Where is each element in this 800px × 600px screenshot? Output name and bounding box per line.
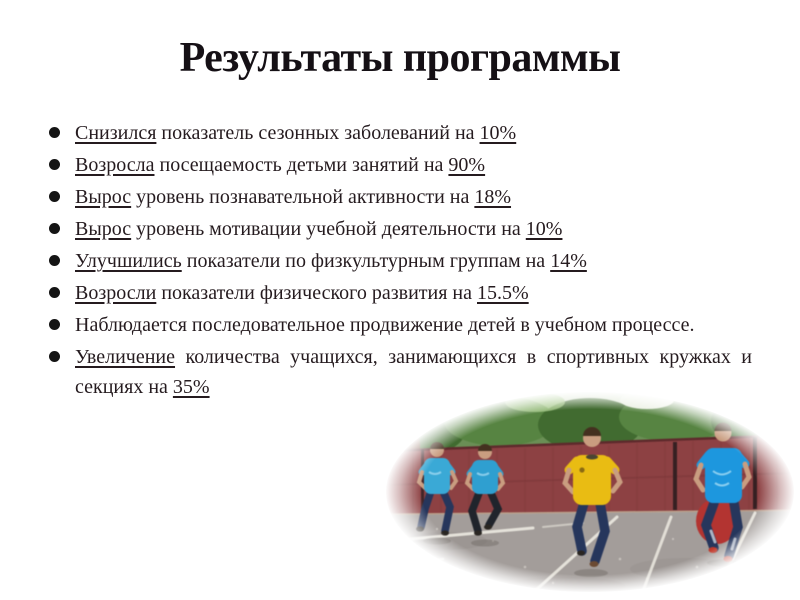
underlined-text: Вырос <box>75 186 132 208</box>
text-run: показатели физического развития на <box>156 282 477 304</box>
underlined-text: Улучшились <box>75 250 182 272</box>
text-run: показатель сезонных заболеваний на <box>156 122 480 144</box>
underlined-text: 10% <box>525 218 563 240</box>
underlined-text: 10% <box>479 122 517 144</box>
bullet-item <box>48 118 752 148</box>
oval-feather-edge <box>385 391 795 593</box>
underlined-text: Возросла <box>75 154 155 176</box>
underlined-text: 14% <box>550 250 587 272</box>
slide-title: Результаты программы <box>179 35 621 81</box>
text-run: уровень мотивации учебной деятельности на <box>131 218 526 240</box>
underlined-text: 35% <box>172 376 210 398</box>
bullet-item <box>48 214 752 244</box>
bullet-item <box>48 278 752 308</box>
underlined-text: Возросли <box>75 282 157 304</box>
children-running-photo <box>385 391 795 593</box>
text-run: посещаемость детьми занятий на <box>154 154 449 176</box>
results-list <box>48 118 752 404</box>
underlined-text: 15.5% <box>477 282 529 304</box>
underlined-text: Увеличение <box>75 346 176 368</box>
underlined-text: 18% <box>474 186 512 208</box>
text-run: показатели по физкультурным группам на <box>181 250 551 272</box>
underlined-text: Снизился <box>75 122 157 144</box>
text-run: Наблюдается последовательное продвижение детей в учебном процессе. <box>75 314 695 336</box>
bullet-item <box>48 182 752 212</box>
bullet-item <box>48 150 752 180</box>
text-run: уровень познавательной активности на <box>131 186 475 208</box>
bullet-item <box>48 246 752 276</box>
text-run: количества учащихся, занимающихся в спортивных кружках и секциях на <box>75 346 752 398</box>
underlined-text: 90% <box>448 154 486 176</box>
underlined-text: Вырос <box>75 218 132 240</box>
running-photo-svg <box>385 391 795 593</box>
bullet-item <box>48 310 752 340</box>
